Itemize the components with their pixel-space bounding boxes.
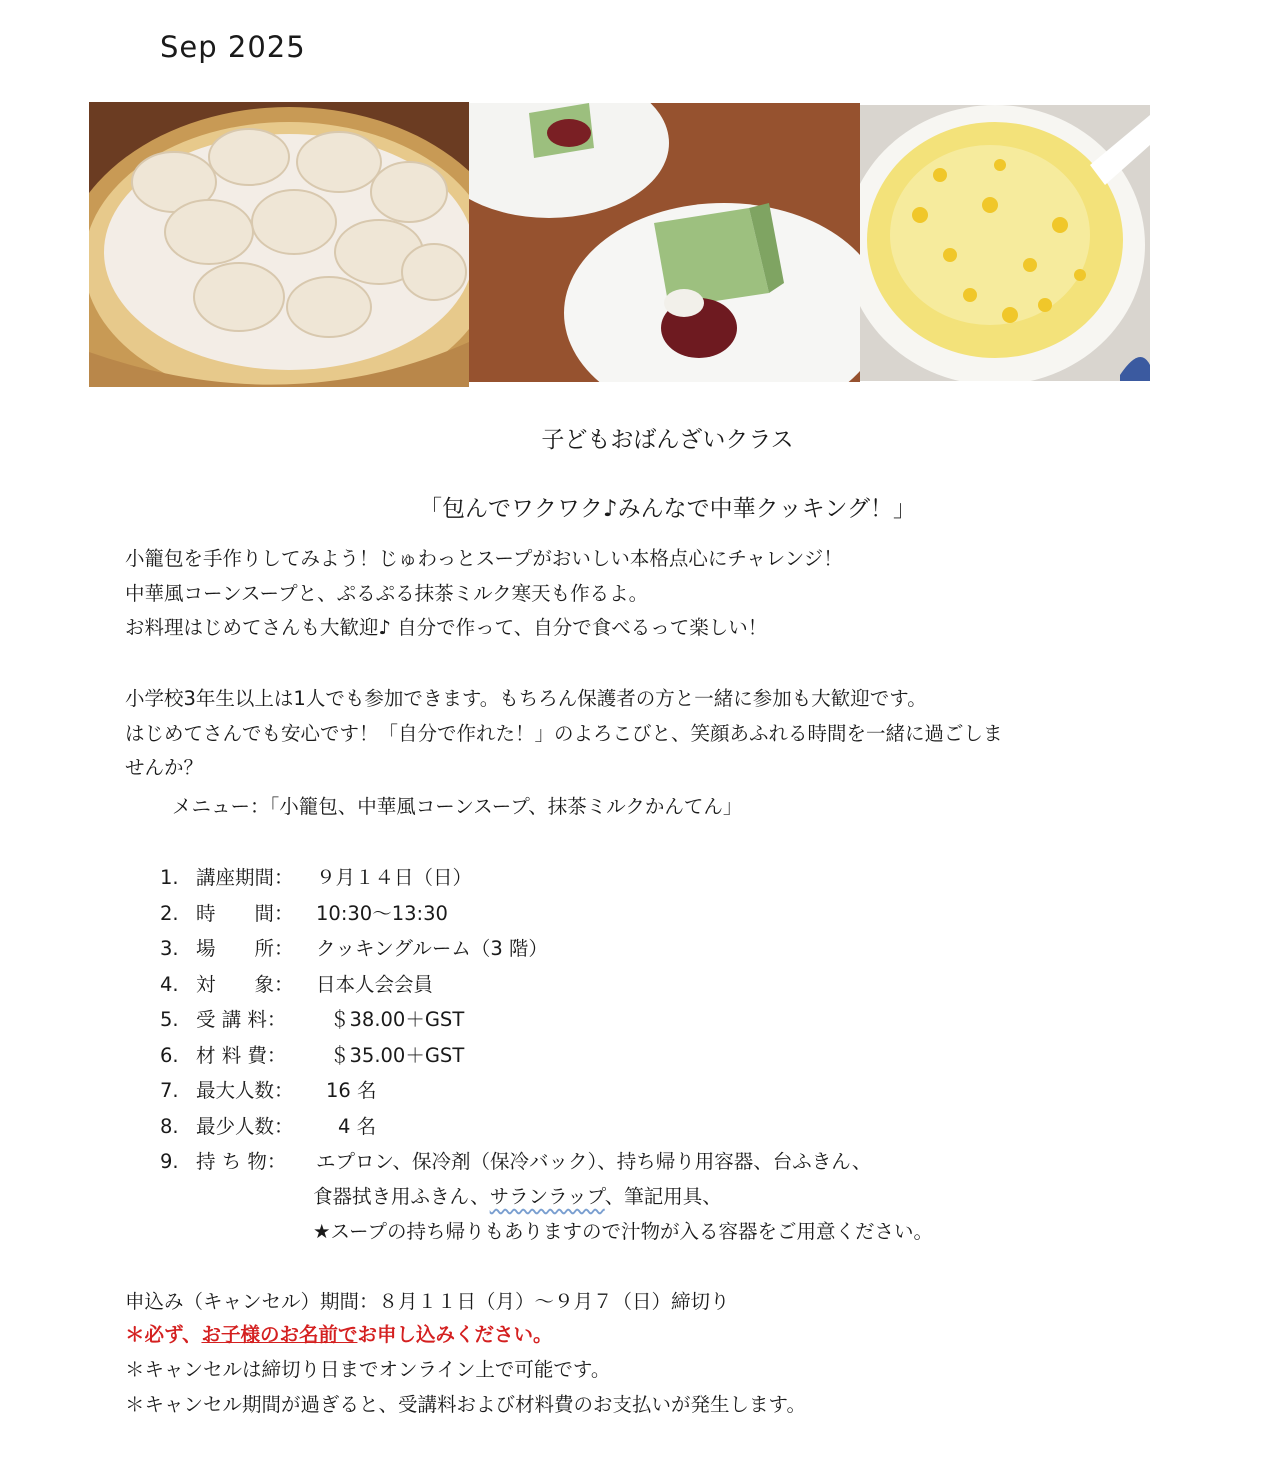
- detail-number: 7.: [160, 1079, 179, 1102]
- xiaolongbao-photo: [89, 102, 469, 387]
- application-period: 申込み（キャンセル）期間：８月１１日（月）～９月７（日）締切り: [125, 1290, 730, 1313]
- detail-value: ＄38.00＋GST: [330, 1008, 465, 1031]
- detail-item-materials: [160, 1038, 871, 1074]
- detail-number: 6.: [160, 1043, 179, 1067]
- detail-value: 16 名: [326, 1079, 377, 1102]
- detail-item-tuition: [160, 1002, 871, 1038]
- info-line: 小学校3年生以上は1人でも参加できます。もちろん保護者の方と一緒に参加も大歓迎です。: [125, 687, 927, 710]
- detail-label: 対 象：: [196, 972, 294, 996]
- detail-label: 材 料 費：: [196, 1043, 287, 1067]
- detail-value: ９月１４日（日）: [316, 866, 473, 889]
- detail-item-period: [160, 860, 871, 896]
- cancel-fee-note: ＊キャンセル期間が過ぎると、受講料および材料費のお支払いが発生します。: [125, 1393, 806, 1416]
- notice-text: お申し込みください。: [357, 1323, 553, 1346]
- intro-line: 中華風コーンスープと、ぷるぷる抹茶ミルク寒天も作るよ。: [125, 581, 649, 605]
- info-line: はじめてさんでも安心です！「自分で作れた！」のよろこびと、笑顔あふれる時間を一緒に過ごしま: [125, 721, 1003, 745]
- issue-date: Sep 2025: [160, 30, 306, 64]
- belongings-line-3: ★スープの持ち帰りもありますので汁物が入る容器をご用意ください。: [313, 1220, 934, 1243]
- belongings-text: 、筆記用具、: [604, 1185, 722, 1208]
- class-subtitle: 「包んでワクワク♪みんなで中華クッキング！」: [419, 496, 916, 522]
- info-paragraph: [125, 682, 1003, 786]
- detail-number: 1.: [160, 866, 179, 889]
- belongings-text: 食器拭き用ふきん、: [313, 1185, 490, 1208]
- intro-paragraph: [125, 542, 843, 646]
- menu-line: メニュー：「小籠包、中華風コーンスープ、抹茶ミルクかんてん」: [172, 795, 743, 818]
- detail-value: 4 名: [338, 1114, 377, 1138]
- corn-soup-photo: [860, 105, 1150, 381]
- detail-number: 8.: [160, 1114, 179, 1138]
- detail-number: 4.: [160, 972, 179, 996]
- class-title: 子どもおばんざいクラス: [541, 427, 794, 453]
- info-line: せんか？: [125, 756, 204, 779]
- intro-line: お料理はじめてさんも大歓迎♪ 自分で作って、自分で食べるって楽しい！: [125, 616, 768, 639]
- detail-item-time: [160, 896, 871, 932]
- detail-value: エプロン、保冷剤（保冷バック）、持ち帰り用容器、台ふきん、: [316, 1150, 872, 1173]
- detail-label: 時 間：: [196, 901, 294, 925]
- dumplings-in-steamer-icon: [89, 102, 469, 387]
- details-list: [160, 860, 871, 1180]
- detail-label: 持 ち 物：: [196, 1150, 287, 1173]
- detail-item-place: [160, 931, 871, 967]
- belongings-line-2: [313, 1179, 722, 1215]
- green-jelly-with-red-beans-icon: [469, 103, 860, 382]
- saran-wrap-text: サランラップ: [489, 1185, 605, 1208]
- notice-text: ＊必ず、: [125, 1323, 202, 1346]
- detail-label: 場 所：: [196, 937, 294, 960]
- detail-item-min: [160, 1109, 871, 1145]
- detail-number: 3.: [160, 937, 179, 960]
- cancel-note: ＊キャンセルは締切り日までオンライン上で可能です。: [125, 1358, 611, 1381]
- detail-item-belongings: [160, 1144, 871, 1180]
- detail-item-max: [160, 1073, 871, 1109]
- detail-label: 受 講 料：: [196, 1008, 287, 1031]
- bowl-of-corn-soup-icon: [860, 105, 1150, 381]
- detail-number: 2.: [160, 901, 179, 925]
- detail-label: 最大人数：: [196, 1079, 294, 1102]
- matcha-kanten-photo: [469, 103, 860, 382]
- detail-value: ＄35.00＋GST: [330, 1043, 465, 1067]
- detail-label: 最少人数：: [196, 1114, 294, 1138]
- name-notice: [125, 1321, 552, 1349]
- detail-number: 5.: [160, 1008, 179, 1031]
- detail-number: 9.: [160, 1150, 179, 1173]
- detail-value: 日本人会会員: [316, 972, 434, 996]
- detail-value: 10:30～13:30: [316, 901, 448, 925]
- detail-value: クッキングルーム（3 階）: [316, 937, 548, 960]
- detail-label: 講座期間：: [196, 866, 294, 889]
- notice-underlined-text: お子様のお名前で: [201, 1323, 358, 1346]
- intro-line: 小籠包を手作りしてみよう！じゅわっとスープがおいしい本格点心にチャレンジ！: [125, 547, 843, 570]
- detail-item-target: [160, 967, 871, 1003]
